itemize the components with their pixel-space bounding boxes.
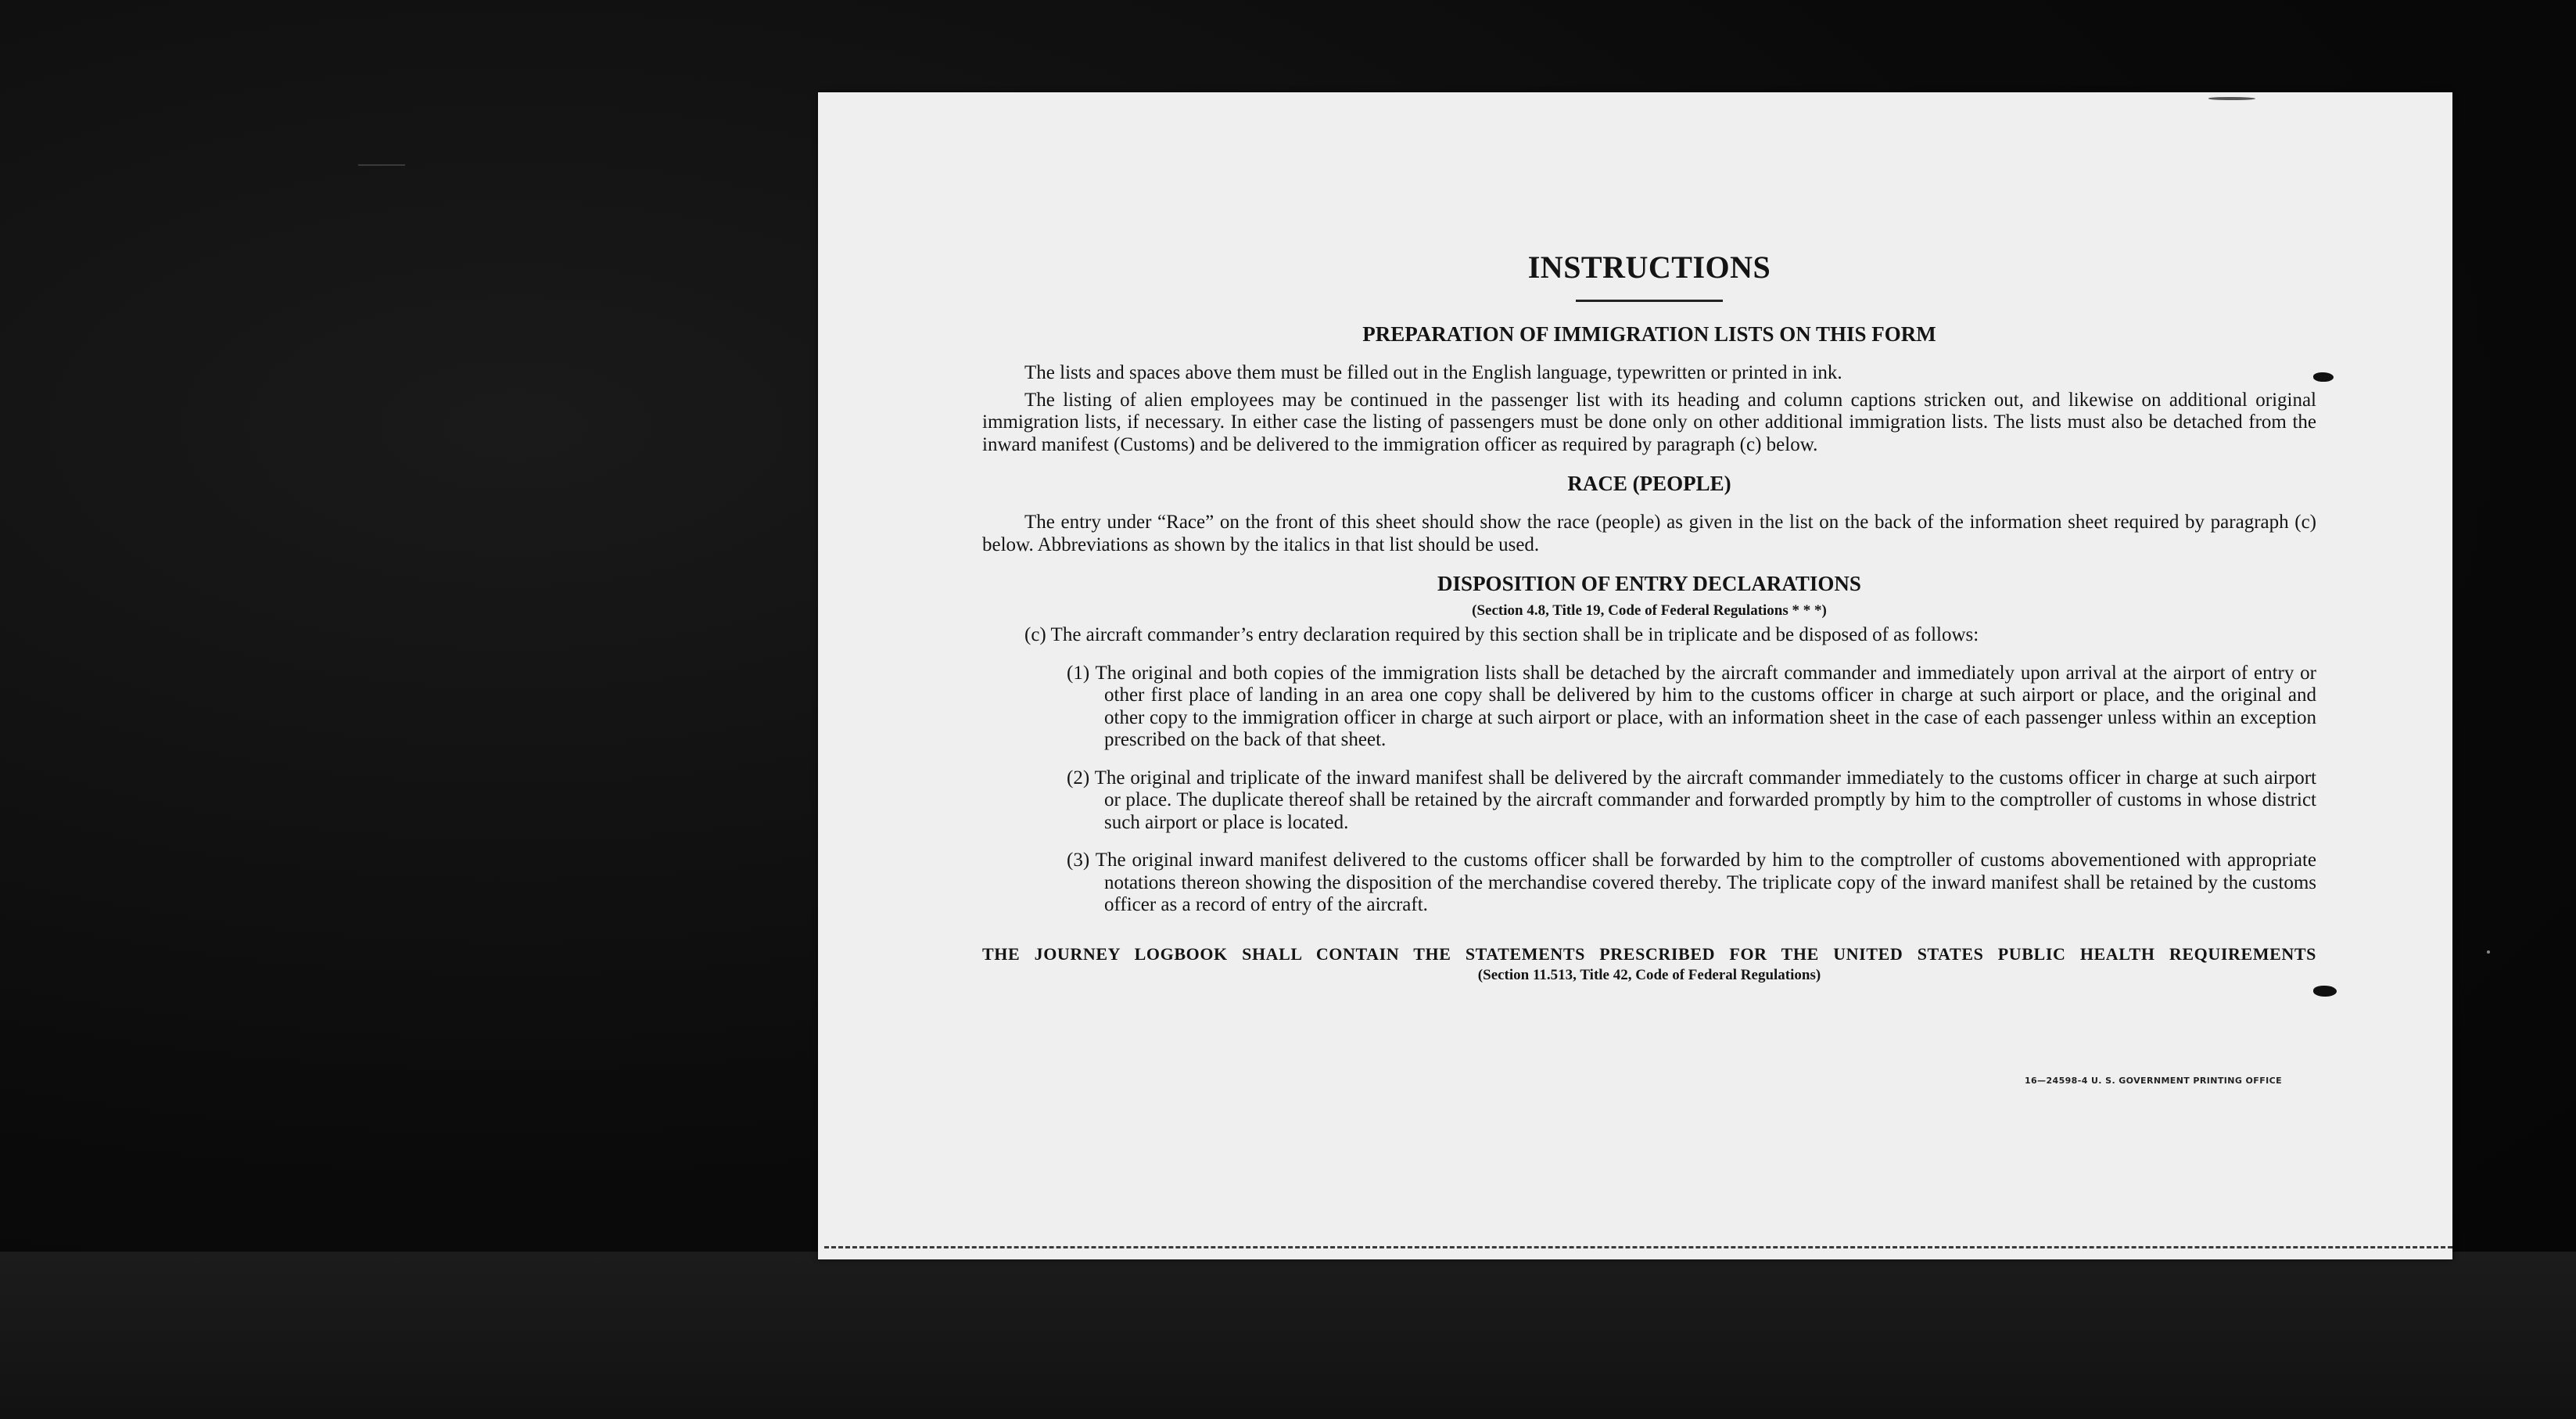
section-heading-race: RACE (PEOPLE)	[1567, 472, 1731, 495]
ink-smudge	[2208, 97, 2255, 100]
footer-citation: (Section 11.513, Title 42, Code of Federal Regulations)	[1477, 967, 1821, 983]
ink-smudge	[2313, 986, 2337, 997]
scanner-bed-band	[0, 1252, 2576, 1419]
paragraph-c: (c) The aircraft commander’s entry declaration required by this section shall be in triplicate and be disposed of as follows:	[1024, 624, 1979, 645]
page-title: INSTRUCTIONS	[1527, 250, 1771, 285]
section-heading-preparation: PREPARATION OF IMMIGRATION LISTS ON THIS FORM	[1362, 322, 1936, 346]
item-text: The original and both copies of the immigration lists shall be detached by the aircraft commander and immediately upon arrival at the airport of entry or other first place of landing in an area one copy shall be delivered by him to the customs officer in charge at such airport or place, and the original and other copy to the immigration officer in charge at such airport or place, with an information sheet in the case of each passenger unless within an exception prescribed on the back of that sheet.	[1095, 662, 2316, 750]
list-item	[982, 767, 2316, 835]
printing-office-imprint: 16—24598-4 U. S. GOVERNMENT PRINTING OFFICE	[2024, 1076, 2282, 1086]
item-number: (1)	[1067, 662, 1090, 684]
perforated-edge	[824, 1246, 2452, 1259]
item-text: The original inward manifest delivered to the customs officer shall be forwarded by him to the comptroller of customs abovementioned with appropriate notations thereon showing the disposition of the merchandise covered thereby. The triplicate copy of the inward manifest shall be retained by the customs officer as a record of entry of the aircraft.	[1095, 850, 2316, 915]
item-number: (3)	[1067, 850, 1090, 871]
instruction-sheet	[818, 92, 2452, 1259]
dust-speck	[2487, 950, 2490, 954]
paragraph-race-entry: The entry under “Race” on the front of this sheet should show the race (people) as given in the list on the back of the information sheet required by paragraph (c) below. Abbreviations as shown by the italics in that list should be used.	[982, 512, 2316, 555]
instructions-content	[982, 249, 2316, 984]
list-item	[982, 663, 2316, 752]
section-heading-disposition: DISPOSITION OF ENTRY DECLARATIONS	[1437, 572, 1861, 595]
section-citation: (Section 4.8, Title 19, Code of Federal Regulations * * *)	[1472, 602, 1827, 619]
item-number: (2)	[1067, 767, 1090, 789]
paragraph-alien-employees: The listing of alien employees may be continued in the passenger list with its heading and column captions stricken out, and likewise on additional original immigration lists, if necessary. In either case the listing of passengers must be done only on other additional immigration lists. The lists must also be detached from the inward manifest (Customs) and be delivered to the immigration officer as required by paragraph (c) below.	[982, 389, 2316, 455]
footer-health-requirements: THE JOURNEY LOGBOOK SHALL CONTAIN THE STATEMENTS PRESCRIBED FOR THE UNITED STATES PUBLIC HEALTH REQUIREMENTS	[982, 943, 2316, 964]
item-text: The original and triplicate of the inward manifest shall be delivered by the aircraft commander immediately to the customs officer in charge at such airport or place. The duplicate thereof shall be retained by the aircraft commander and forwarded promptly by him to the comptroller of customs in whose district such airport or place is located.	[1094, 767, 2316, 833]
list-item	[982, 850, 2316, 917]
dust-speck	[358, 164, 405, 166]
paragraph-english-language: The lists and spaces above them must be filled out in the English language, typewritten or printed in ink.	[1024, 362, 1842, 383]
